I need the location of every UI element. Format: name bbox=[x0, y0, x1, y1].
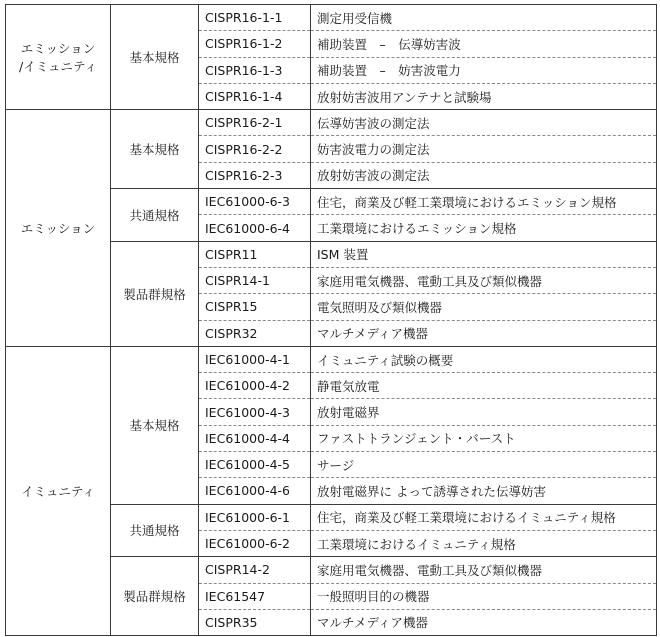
standard-code: CISPR35 bbox=[199, 609, 311, 635]
category-label: エミッション bbox=[20, 41, 96, 57]
standard-description: 静電気放電 bbox=[311, 373, 657, 399]
standard-description: マルチメディア機器 bbox=[311, 320, 657, 346]
standard-code: IEC61000-4-1 bbox=[199, 346, 311, 372]
subcategory-cell: 製品群規格 bbox=[111, 241, 199, 346]
standard-description: 伝導妨害波の測定法 bbox=[311, 110, 657, 136]
standard-description: 補助装置 – 妨害波電力 bbox=[311, 57, 657, 83]
standard-description: 家庭用電気機器、電動工具及び類似機器 bbox=[311, 267, 657, 293]
standard-code: IEC61000-4-2 bbox=[199, 373, 311, 399]
standard-description: 一般照明目的の機器 bbox=[311, 583, 657, 609]
standard-description: マルチメディア機器 bbox=[311, 609, 657, 635]
standard-code: CISPR16-2-3 bbox=[199, 162, 311, 188]
category-cell bbox=[6, 5, 111, 110]
subcategory-cell: 基本規格 bbox=[111, 346, 199, 504]
standard-description: 放射電磁界に よって誘導された伝導妨害 bbox=[311, 478, 657, 504]
category-label: イミュニティ bbox=[21, 483, 95, 499]
category-label: /イミュニティ bbox=[19, 59, 97, 75]
standard-description: イミュニティ試験の概要 bbox=[311, 346, 657, 372]
standard-description: 放射妨害波用アンテナと試験場 bbox=[311, 83, 657, 109]
standard-code: CISPR32 bbox=[199, 320, 311, 346]
standard-code: CISPR16-2-1 bbox=[199, 110, 311, 136]
standard-code: IEC61000-4-4 bbox=[199, 425, 311, 451]
standard-code: CISPR14-1 bbox=[199, 267, 311, 293]
standard-description: 測定用受信機 bbox=[311, 5, 657, 31]
category-cell bbox=[6, 346, 111, 635]
standard-description: 工業環境におけるエミッション規格 bbox=[311, 215, 657, 241]
standard-code: CISPR16-1-3 bbox=[199, 57, 311, 83]
standard-description: 放射電磁界 bbox=[311, 399, 657, 425]
standard-code: IEC61000-6-3 bbox=[199, 189, 311, 215]
table-row bbox=[6, 5, 657, 31]
subcategory-cell: 基本規格 bbox=[111, 5, 199, 110]
standard-code: CISPR16-1-2 bbox=[199, 31, 311, 57]
standard-code: IEC61547 bbox=[199, 583, 311, 609]
standard-code: CISPR16-1-1 bbox=[199, 5, 311, 31]
standard-code: CISPR14-2 bbox=[199, 557, 311, 583]
standard-description: 電気照明及び類似機器 bbox=[311, 294, 657, 320]
standard-code: IEC61000-4-6 bbox=[199, 478, 311, 504]
standard-code: CISPR16-1-4 bbox=[199, 83, 311, 109]
category-cell bbox=[6, 110, 111, 347]
table-row bbox=[6, 110, 657, 136]
standard-description: 放射妨害波の測定法 bbox=[311, 162, 657, 188]
standard-description: 補助装置 – 伝導妨害波 bbox=[311, 31, 657, 57]
standard-description: 住宅，商業及び軽工業環境におけるイミュニティ規格 bbox=[311, 504, 657, 530]
table-row bbox=[6, 346, 657, 372]
standard-code: IEC61000-6-4 bbox=[199, 215, 311, 241]
category-label: エミッション bbox=[20, 221, 96, 237]
subcategory-cell: 共通規格 bbox=[111, 189, 199, 242]
standard-description: 妨害波電力の測定法 bbox=[311, 136, 657, 162]
standard-description: 住宅，商業及び軽工業環境におけるエミッション規格 bbox=[311, 189, 657, 215]
standard-description: 家庭用電気機器、電動工具及び類似機器 bbox=[311, 557, 657, 583]
subcategory-cell: 基本規格 bbox=[111, 110, 199, 189]
standard-code: IEC61000-6-1 bbox=[199, 504, 311, 530]
standard-description: ファストトランジェント・バースト bbox=[311, 425, 657, 451]
standard-description: サージ bbox=[311, 452, 657, 478]
emc-standards-table bbox=[5, 4, 657, 636]
standards-table-body bbox=[6, 5, 657, 636]
standard-code: CISPR15 bbox=[199, 294, 311, 320]
standard-description: ISM 装置 bbox=[311, 241, 657, 267]
standard-code: IEC61000-4-3 bbox=[199, 399, 311, 425]
standard-description: 工業環境におけるイミュニティ規格 bbox=[311, 530, 657, 556]
standard-code: CISPR11 bbox=[199, 241, 311, 267]
standard-code: IEC61000-6-2 bbox=[199, 530, 311, 556]
subcategory-cell: 共通規格 bbox=[111, 504, 199, 557]
standard-code: IEC61000-4-5 bbox=[199, 452, 311, 478]
subcategory-cell: 製品群規格 bbox=[111, 557, 199, 636]
standard-code: CISPR16-2-2 bbox=[199, 136, 311, 162]
